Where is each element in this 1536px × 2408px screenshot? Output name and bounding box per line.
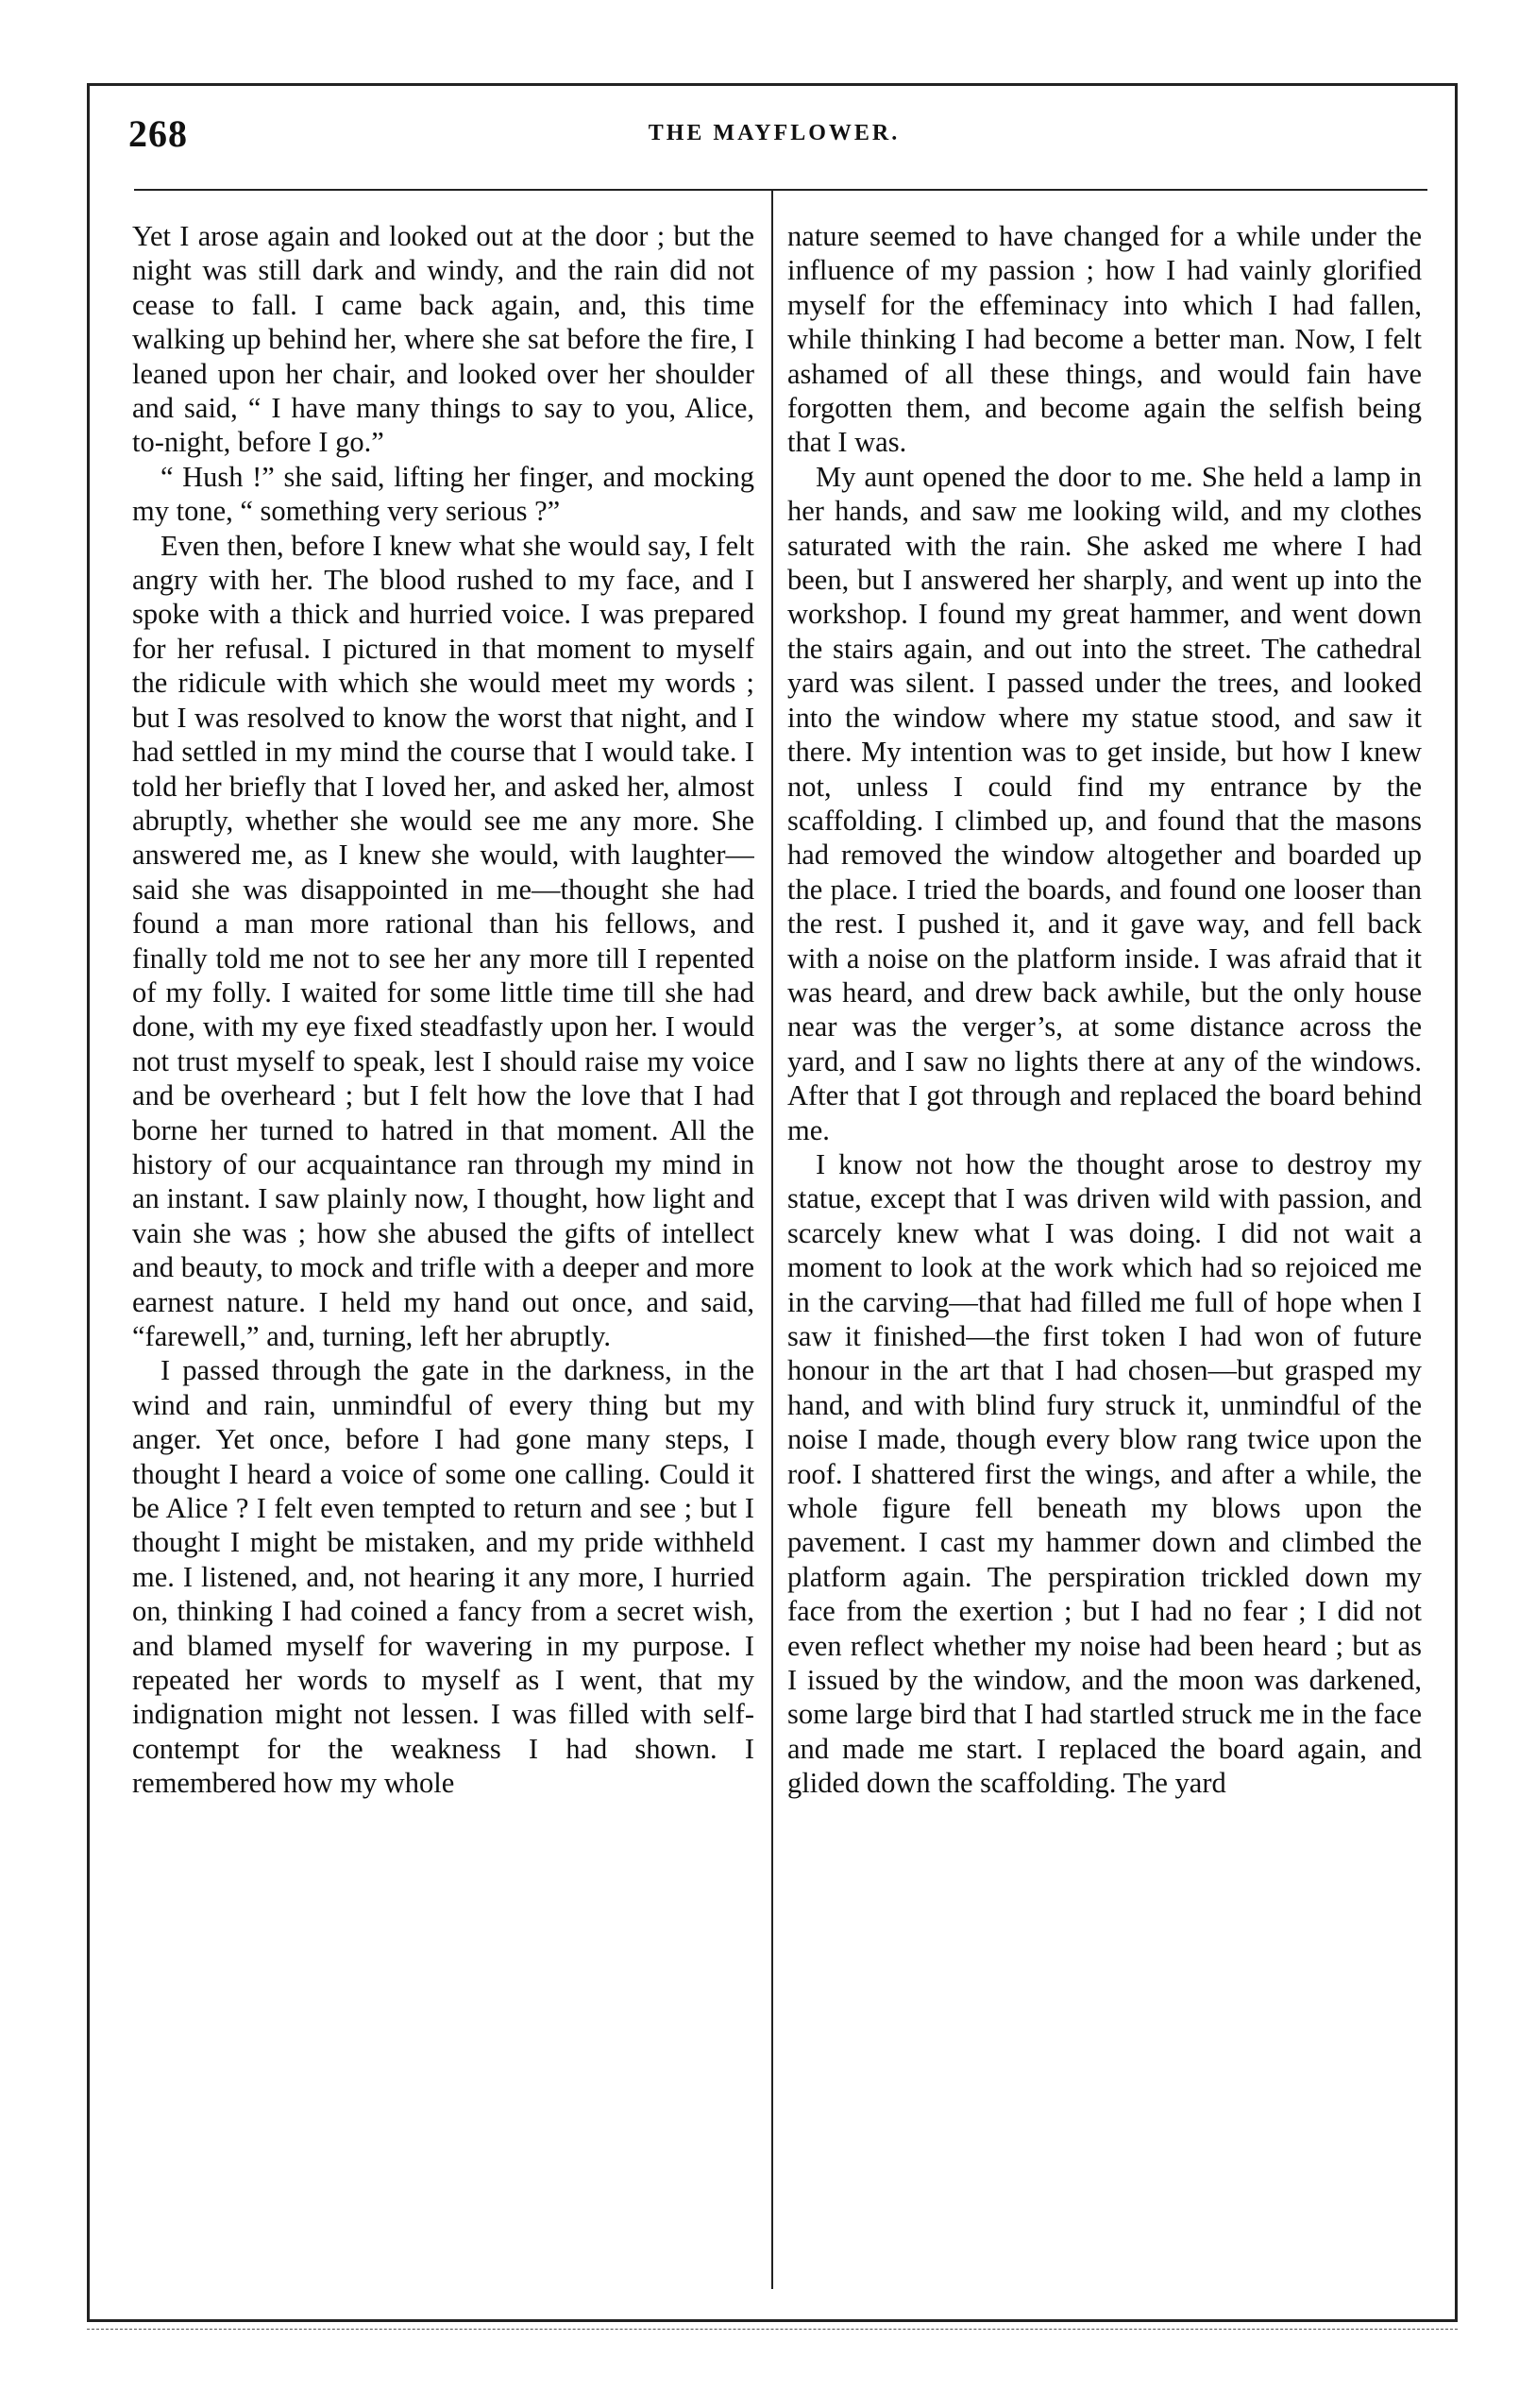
- right-column: [787, 219, 1422, 2297]
- paragraph: “ Hush !” she said, lifting her finger, and mocking my tone, “ something very serious ?”: [132, 460, 754, 528]
- page-header: [113, 111, 1435, 168]
- column-divider: [771, 191, 773, 2289]
- frame-left-rule: [87, 83, 90, 2321]
- frame-top-rule: [87, 83, 1458, 86]
- paragraph: Even then, before I knew what she would say, I felt angry with her. The blood rushed to my face, and I spoke with a thick and hurried voice. I was prepared for her refusal. I pictured in that moment to myself the ridicule with which she would meet my words ; but I was resolved to know the worst that night, and I had settled in my mind the course that I would take. I told her briefly that I loved her, and asked her, almost abruptly, whether she would see me any more. She answered me, as I knew she would, with laughter—said she was disappointed in me—thought she had found a man more rational than his fellows, and finally told me not to see her any more till I repented of my folly. I waited for some little time till she had done, with my eye fixed steadfastly upon her. I would not trust myself to speak, lest I should raise my voice and be overheard ; but I felt how the love that I had borne her turned to hatred in that moment. All the history of our acquaintance ran through my mind in an instant. I saw plainly now, I thought, how light and vain she was ; how she abused the gifts of intellect and beauty, to mock and trifle with a deeper and more earnest nature. I held my hand out once, and said, “farewell,” and, turning, left her abruptly.: [132, 529, 754, 1352]
- paragraph: I passed through the gate in the darkness, in the wind and rain, unmindful of every thing but my anger. Yet once, before I had gone many steps, I thought I heard a voice of some one calling. Could it be Alice ? I felt even tempted to return and see ; but I thought I might be mistaken, and my pride withheld me. I listened, and, not hearing it any more, I hurried on, thinking I had coined a fancy from a secret wish, and blamed myself for wavering in my purpose. I repeated her words to myself as I went, that my indignation might not lessen. I was filled with self-contempt for the weakness I had shown. I remembered how my whole: [132, 1354, 754, 1800]
- running-title: THE MAYFLOWER.: [648, 121, 901, 145]
- frame-bottom-rule: [87, 2319, 1458, 2322]
- paragraph: Yet I arose again and looked out at the door ; but the night was still dark and windy, and the rain did not cease to fall. I came back again, and, this time walking up behind her, where she sat before the fire, I leaned upon her chair, and looked over her shoulder and said, “ I have many things to say to you, Alice, to-night, before I go.”: [132, 220, 754, 459]
- page-number: 268: [128, 112, 188, 155]
- paragraph: I know not how the thought arose to destroy my statue, except that I was driven wild with passion, and scarcely knew what I was doing. I did not wait a moment to look at the work which had so rejoiced me in the carving—that had filled me full of hope when I saw it finished—the first token I had won of future honour in the art that I had chosen—but grasped my hand, and with blind fury struck it, unmindful of the noise I made, though every blow rang twice upon the roof. I shattered first the wings, and after a while, the whole figure fell beneath my blows upon the pavement. I cast my hammer down and climbed the platform again. The perspiration trickled down my face from the exertion ; but I had no fear ; I did not even reflect whether my noise had been heard ; but as I issued by the window, and the moon was darkened, some large bird that I had startled struck me in the face and made me start. I replaced the board again, and glided down the scaffolding. The yard: [787, 1147, 1422, 1800]
- paragraph: nature seemed to have changed for a while under the influence of my passion ; how I had vainly glorified myself for the effeminacy into which I had fallen, while thinking I had become a better man. Now, I felt ashamed of all these things, and would fain have forgotten them, and become again the selfish being that I was.: [787, 220, 1422, 459]
- paragraph: My aunt opened the door to me. She held a lamp in her hands, and saw me looking wild, and my clothes saturated with the rain. She asked me where I had been, but I answered her sharply, and went up into the workshop. I found my great hammer, and went down the stairs again, and out into the street. The cathedral yard was silent. I passed under the trees, and looked into the window where my statue stood, and saw it there. My intention was to get inside, but how I knew not, unless I could find my entrance by the scaffolding. I climbed up, and found that the masons had removed the window altogether and boarded up the place. I tried the boards, and found one looser than the rest. I pushed it, and it gave way, and fell back with a noise on the platform inside. I was afraid that it was heard, and drew back awhile, but the only house near was the verger’s, at some distance across the yard, and I saw no lights there at any of the windows. After that I got through and replaced the board behind me.: [787, 460, 1422, 1146]
- frame-bottom-dashed-rule: [87, 2329, 1458, 2330]
- left-column: [132, 219, 754, 2297]
- frame-right-rule: [1455, 83, 1458, 2321]
- header-rule: [134, 189, 1427, 191]
